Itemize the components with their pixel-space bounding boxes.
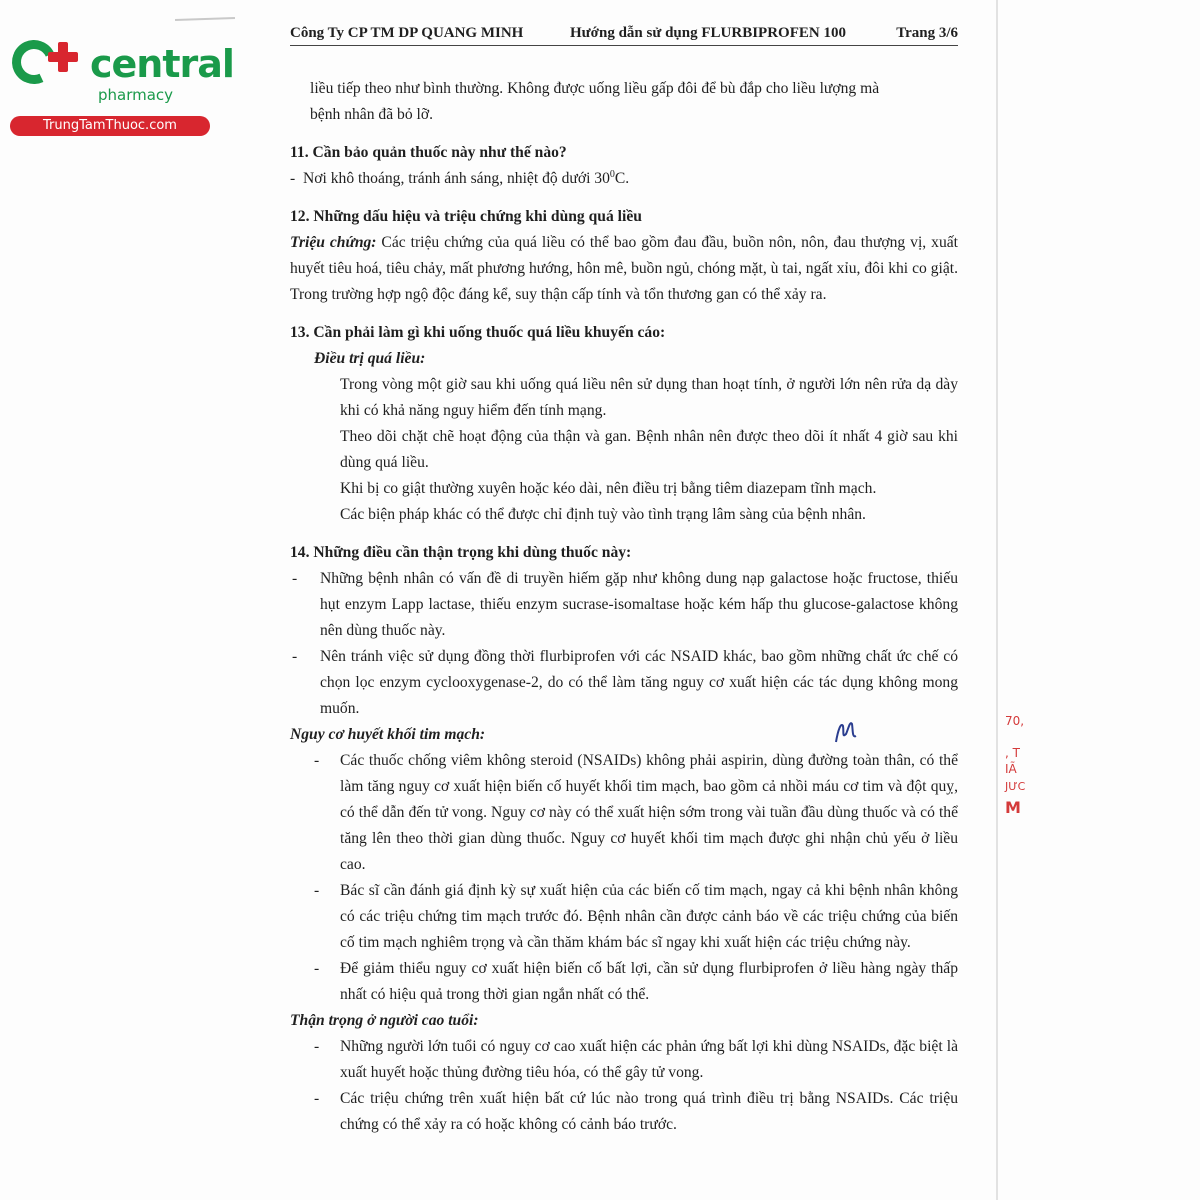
dash: - [292,648,298,665]
storage-text: Nơi khô thoáng, tránh ánh sáng, nhiệt độ dưới 30 [303,170,610,187]
storage-unit: C. [614,170,630,187]
section-11-item [290,166,958,192]
intro-line-2: bệnh nhân đã bỏ lỡ. [310,106,434,123]
scan-mark [175,17,235,21]
list-item-text: Những người lớn tuổi có nguy cơ cao xuất hiện các phản ứng bất lợi khi dùng NSAIDs, đặc biệt là xuất huyết hoặc thủng đường tiêu hóa, có thể gây tử vong. [340,1038,958,1081]
list-item-text: Nên tránh việc sử dụng đồng thời flurbiprofen với các NSAID khác, bao gồm những chất ức chế có chọn lọc enzym cyclooxygenase-2, do có thể làm tăng nguy cơ xuất hiện các tác dụng không mong muốn. [320,648,958,717]
list-item-text: Những bệnh nhân có vấn đề di truyền hiếm gặp như không dung nạp galactose hoặc fructose, thiếu hụt enzym Lapp lactase, thiếu enzym sucrase-isomaltase hoặc kém hấp thu glucose-galactose không nên dùng thuốc này. [320,570,958,639]
degree-sup: 0 [609,168,615,180]
section-13-paragraph: Theo dõi chặt chẽ hoạt động của thận và gan. Bệnh nhân nên được theo dõi ít nhất 4 giờ sau khi dùng quá liều. [340,428,958,471]
symptoms-label: Triệu chứng: [290,234,377,251]
header-company: Công Ty CP TM DP QUANG MINH [290,25,524,41]
list-item [290,956,958,1008]
list-item-text: Để giảm thiểu nguy cơ xuất hiện biến cố bất lợi, cần sử dụng flurbiprofen ở liều hàng ngày thấp nhất có hiệu quả trong thời gian ngắn nhất có thể. [340,960,958,1003]
stamp-fragment: M [1005,798,1021,817]
section-13-title: 13. Cần phải làm gì khi uống thuốc quá liều khuyến cáo: [290,324,666,341]
section-14-title: 14. Những điều cần thận trọng khi dùng thuốc này: [290,544,632,561]
dash: - [314,1090,320,1107]
section-12-title: 12. Những dấu hiệu và triệu chứng khi dùng quá liều [290,208,642,225]
list-item [290,1034,958,1086]
logo-name: central [90,42,234,86]
list-item [290,748,958,878]
header-guide-title: Hướng dẫn sử dụng FLURBIPROFEN 100 [570,25,846,41]
list-item [290,566,958,644]
list-item [290,878,958,956]
dash: - [314,882,320,899]
section-13-paragraph: Trong vòng một giờ sau khi uống quá liều nên sử dụng than hoạt tính, ở người lớn nên rửa dạ dày khi có khả năng nguy hiểm đến tính mạng. [340,376,958,419]
stamp-fragment: IÃ [1005,762,1017,776]
section-11-title: 11. Cần bảo quản thuốc này như thế nào? [290,144,567,161]
intro-line-1: liều tiếp theo như bình thường. Không được uống liều gấp đôi để bù đắp cho liều lượng mà [310,80,880,97]
document-body [290,76,958,1138]
cardio-risk-subtitle: Nguy cơ huyết khối tim mạch: [290,726,486,743]
dash: - [314,960,320,977]
section-13-paragraph: Khi bị co giật thường xuyên hoặc kéo dài, nên điều trị bằng tiêm diazepam tĩnh mạch. [340,480,877,497]
logo-subtitle: pharmacy [98,86,174,104]
list-item-text: Các thuốc chống viêm không steroid (NSAIDs) không phải aspirin, dùng đường toàn thân, có thể làm tăng nguy cơ xuất hiện biến cố huyết khối tim mạch, bao gồm cả nhồi máu cơ tim và đột quỵ, có thể dẫn đến tử vong. Nguy cơ này có thể xuất hiện sớm trong vài tuần đầu dùng thuốc và có thể tăng lên theo thời gian dùng thuốc. Nguy cơ huyết khối tim mạch được ghi nhận chủ yếu ở liều cao. [340,752,958,873]
document-header [290,23,958,46]
list-item-text: Bác sĩ cần đánh giá định kỳ sự xuất hiện của các biến cố tim mạch, ngay cả khi bệnh nhân không có các triệu chứng tim mạch trước đó. Bệnh nhân cần được cảnh báo về các triệu chứng của biến cố tim mạch nghiêm trọng và cần thăm khám bác sĩ ngay khi xuất hiện các triệu chứng này. [340,882,958,951]
dash: - [290,170,296,187]
stamp-fragment: , T [1005,746,1020,760]
section-13-paragraph: Các biện pháp khác có thể được chỉ định tuỳ vào tình trạng lâm sàng của bệnh nhân. [340,506,866,523]
list-item-text: Các triệu chứng trên xuất hiện bất cứ lúc nào trong quá trình điều trị bằng NSAIDs. Các triệu chứng có thể xảy ra có hoặc không có cảnh báo trước. [340,1090,958,1133]
elderly-caution-subtitle: Thận trọng ở người cao tuổi: [290,1012,479,1029]
header-page-number: Trang 3/6 [896,25,958,41]
dash: - [314,752,320,769]
list-item [290,644,958,722]
overdose-treatment-subtitle: Điều trị quá liều: [314,350,426,367]
medical-cross-icon [46,40,80,74]
list-item [290,1086,958,1138]
signature-mark [832,716,862,748]
symptoms-text: Các triệu chứng của quá liều có thể bao gồm đau đầu, buồn nôn, nôn, đau thượng vị, xuất huyết tiêu hoá, tiêu chảy, mất phương hướng, hôn mê, buồn ngủ, chóng mặt, ù tai, ngất xỉu, đôi khi co giật. Trong trường hợp ngộ độc đáng kể, suy thận cấp tính và tổn thương gan có thể xảy ra. [290,234,958,303]
central-pharmacy-logo[interactable] [10,38,234,138]
section-12-text [290,230,958,308]
stamp-fragment: 70, [1005,714,1025,728]
page-edge [996,0,998,1200]
stamp-fragment: JƯC [1005,780,1026,793]
dash: - [292,570,298,587]
logo-url: TrungTamThuoc.com [10,116,210,136]
dash: - [314,1038,320,1055]
